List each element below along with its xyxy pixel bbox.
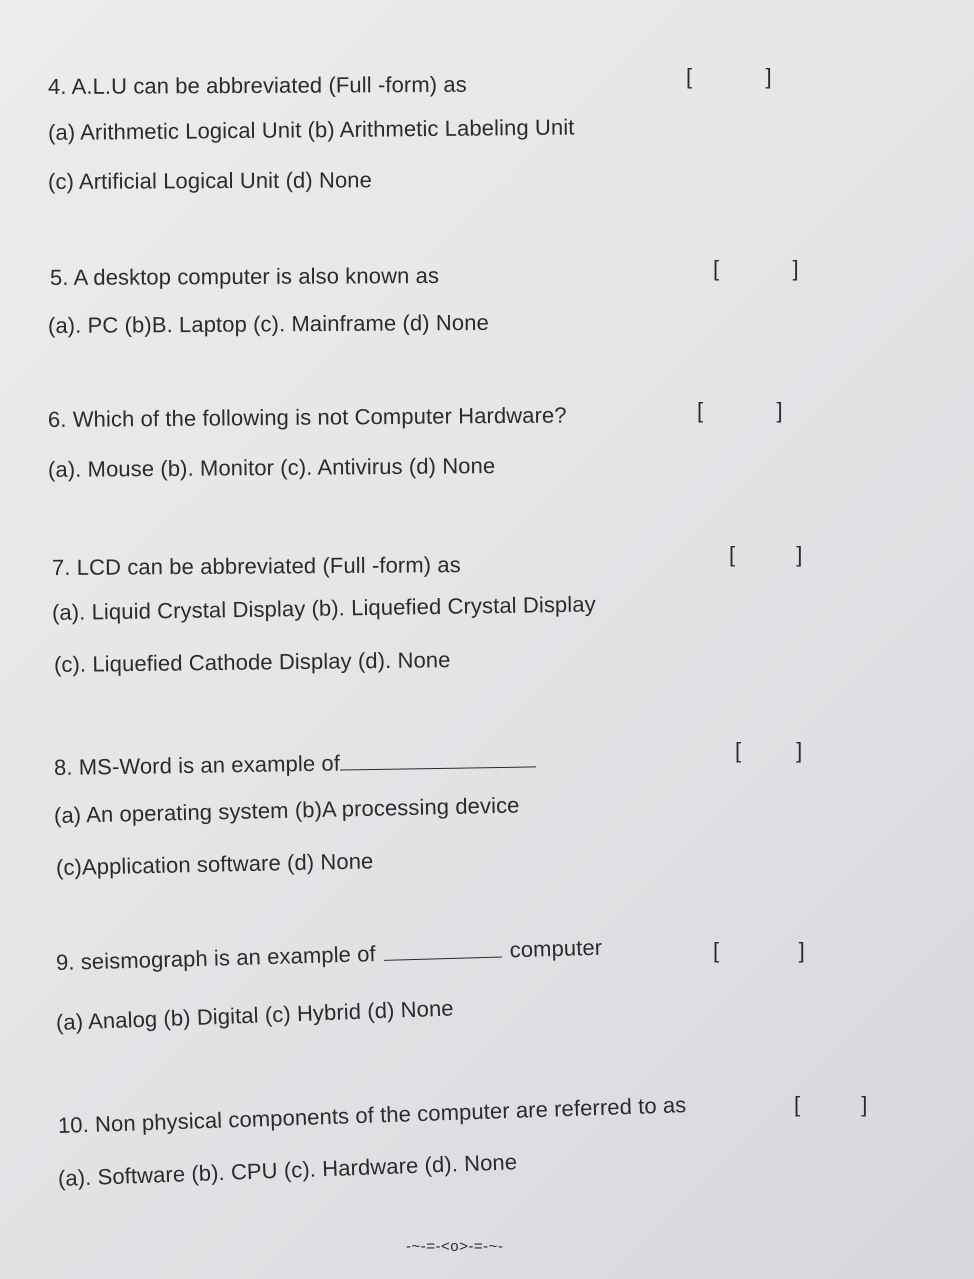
question-8-options-line-1: (a) An operating system (b)A processing device <box>53 792 520 828</box>
question-5-options-line-1: (a). PC (b)B. Laptop (c). Mainframe (d) None <box>47 309 489 338</box>
answer-bracket-9: [ ] <box>713 938 805 963</box>
question-9-options-line-1: (a) Analog (b) Digital (c) Hybrid (d) None <box>55 995 455 1035</box>
question-8-options-line-2: (c)Application software (d) None <box>55 848 374 880</box>
answer-bracket-7: [ ] <box>729 542 803 567</box>
question-9 <box>56 935 603 976</box>
question-7-options-line-2: (c). Liquefied Cathode Display (d). None <box>53 647 451 677</box>
answer-bracket-8: [ ] <box>735 738 803 763</box>
question-9-text: 9. seismograph is an example of <box>55 941 377 975</box>
question-7-options-line-1: (a). Liquid Crystal Display (b). Liquefied Crystal Display <box>51 591 596 625</box>
answer-bracket-10: [ ] <box>794 1092 868 1117</box>
question-7: 7. LCD can be abbreviated (Full -form) as <box>51 552 461 580</box>
end-of-paper-marker: -~-=-<o>-=-~- <box>406 1238 504 1255</box>
question-5: 5. A desktop computer is also known as <box>49 262 440 290</box>
question-10: 10. Non physical components of the computer are referred to as <box>57 1092 687 1138</box>
question-9-blank <box>383 943 501 961</box>
answer-bracket-5: [ ] <box>713 256 799 281</box>
question-8-blank <box>340 752 536 770</box>
answer-bracket-6: [ ] <box>697 398 783 423</box>
question-4: 4. A.L.U can be abbreviated (Full -form) as <box>47 71 467 99</box>
answer-bracket-4: [ ] <box>686 64 772 89</box>
question-10-options-line-1: (a). Software (b). CPU (c). Hardware (d). None <box>57 1149 518 1191</box>
question-4-options-line-1: (a) Arithmetic Logical Unit (b) Arithmetic Labeling Unit <box>47 114 575 145</box>
question-8 <box>54 747 536 781</box>
question-8-text: 8. MS-Word is an example of <box>53 750 341 780</box>
question-4-options-line-2: (c) Artificial Logical Unit (d) None <box>47 167 372 194</box>
question-6-options-line-1: (a). Mouse (b). Monitor (c). Antivirus (d) None <box>47 453 496 482</box>
question-9-suffix: computer <box>509 934 603 963</box>
question-6: 6. Which of the following is not Computer Hardware? <box>47 402 567 432</box>
